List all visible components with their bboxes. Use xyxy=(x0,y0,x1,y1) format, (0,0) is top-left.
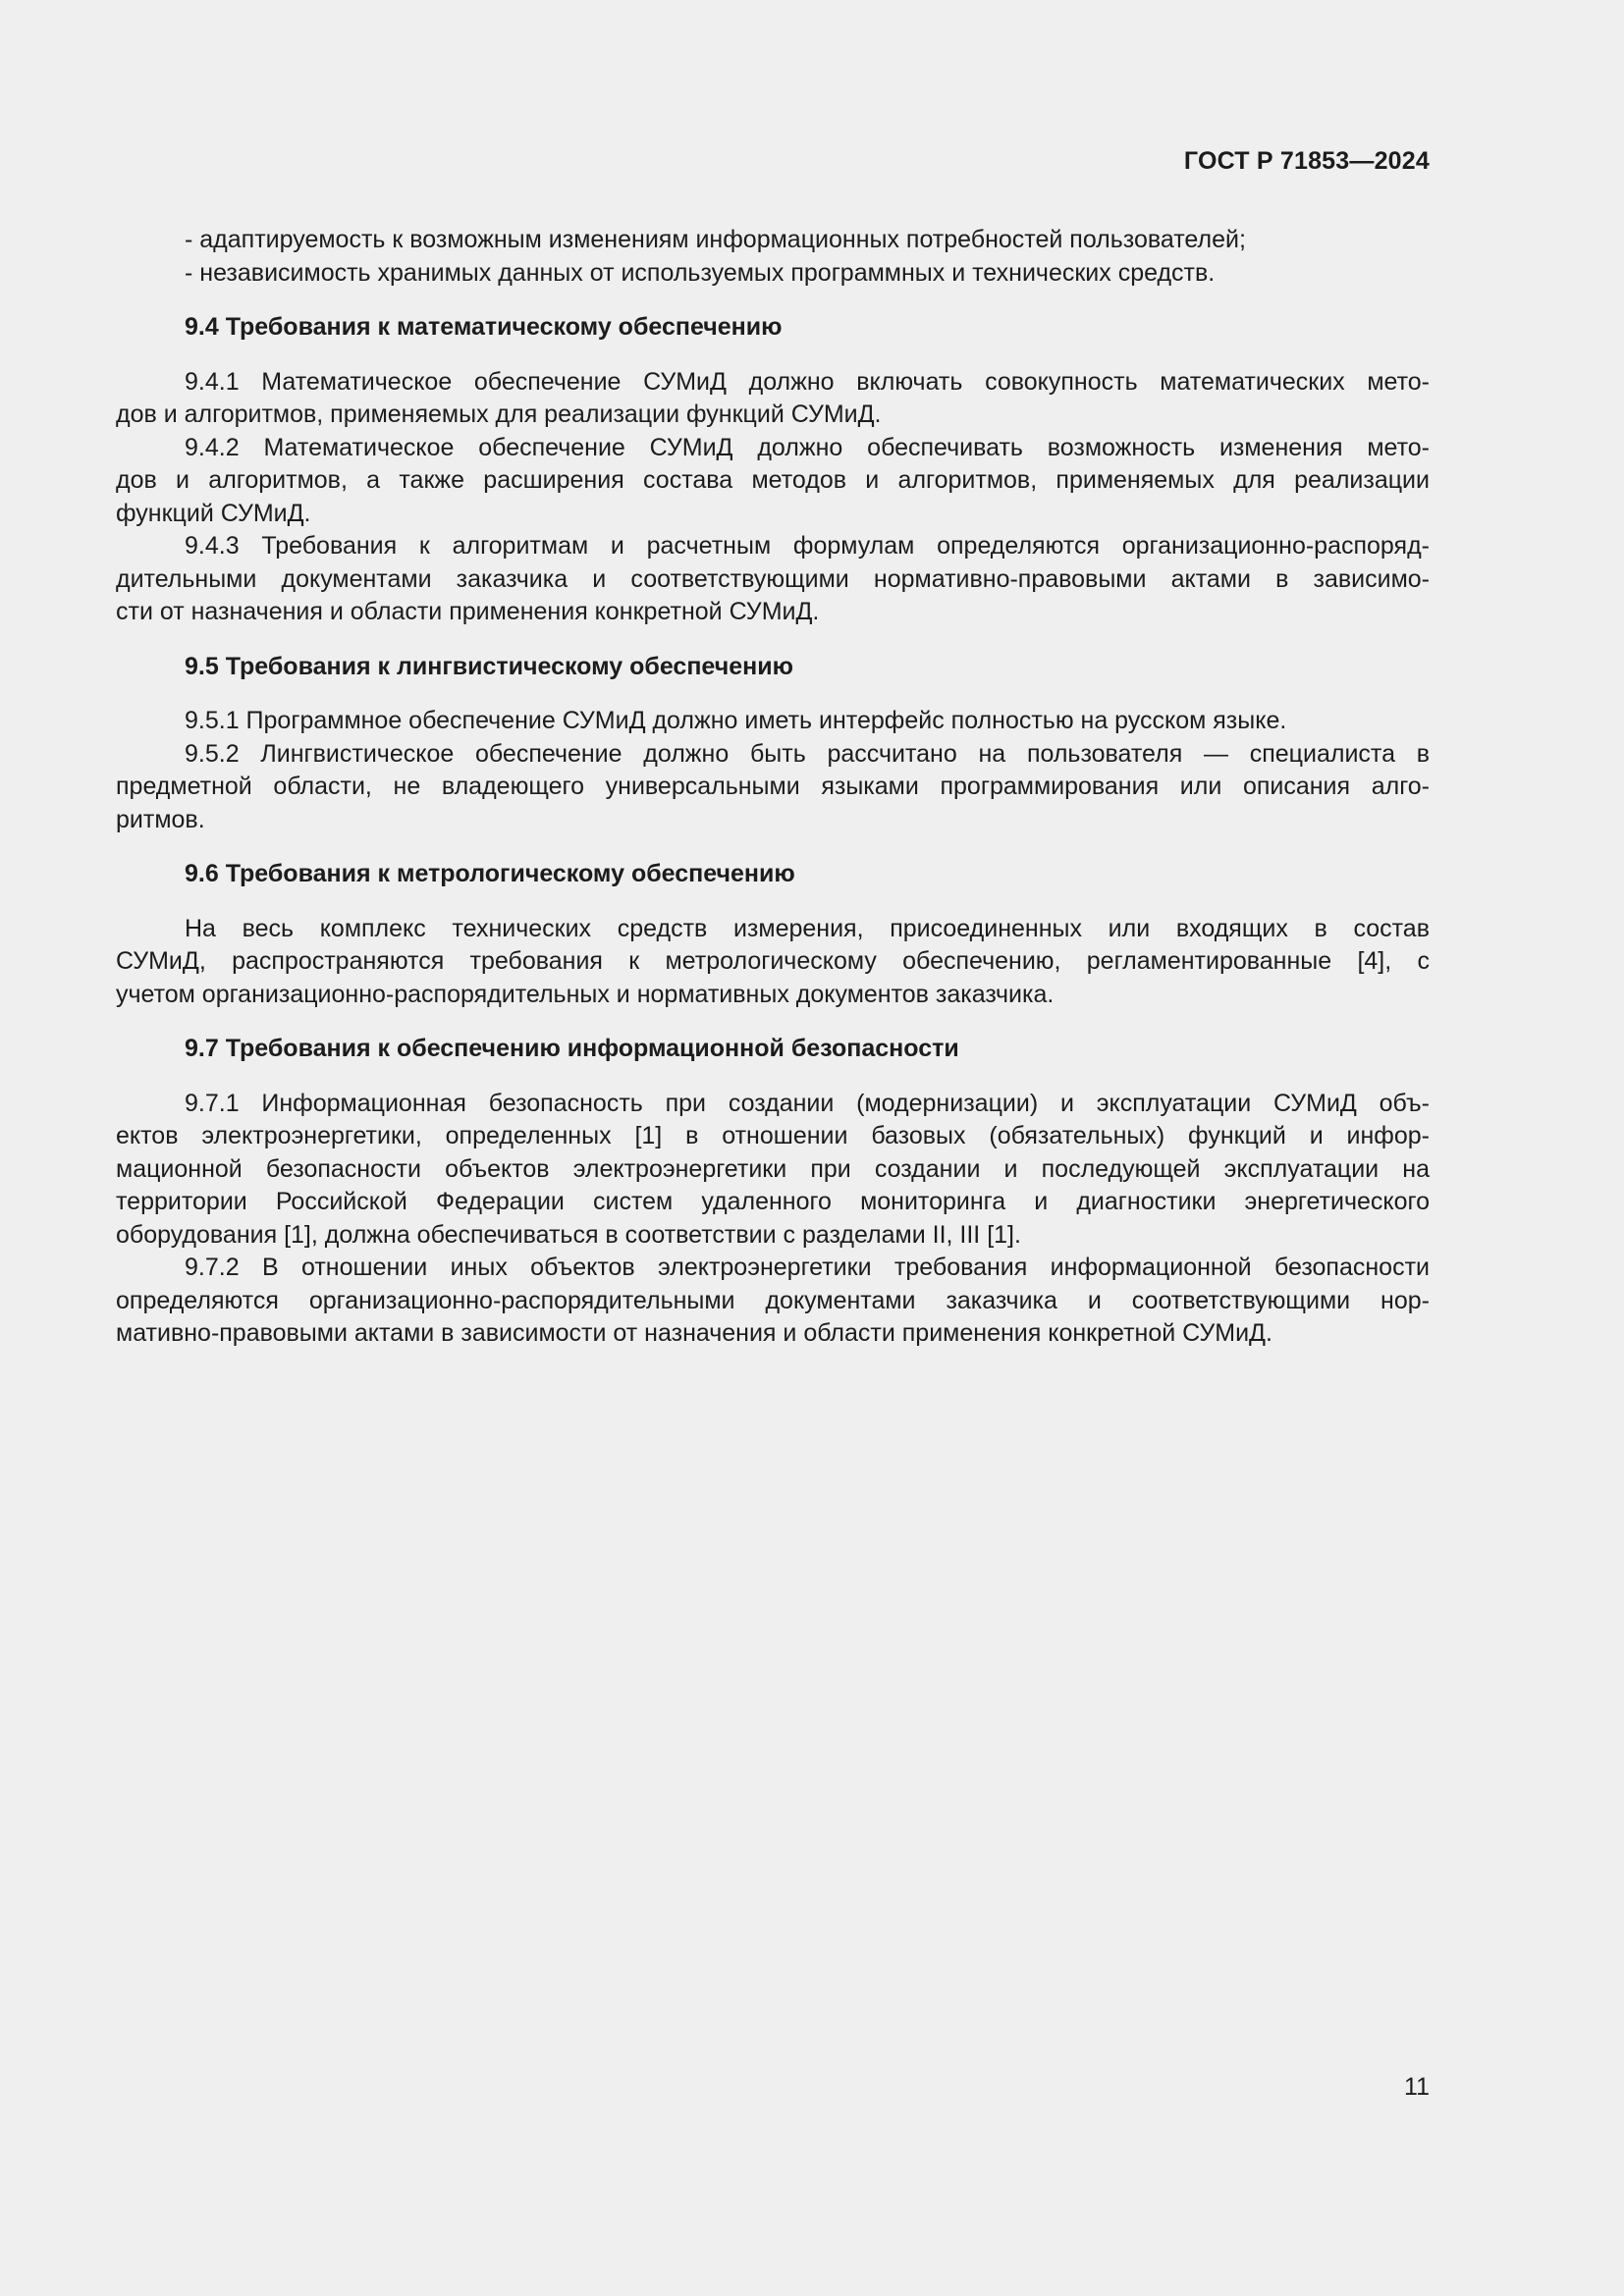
paragraph-line: 9.4.2 Математическое обеспечение СУМиД должно обеспечивать возможность изменения мето- xyxy=(185,433,1430,461)
paragraph-line: сти от назначения и области применения конкретной СУМиД. xyxy=(116,598,820,625)
paragraph-line: На весь комплекс технических средств измерения, присоединенных или входящих в состав xyxy=(185,914,1430,942)
paragraph-line: 9.5.2 Лингвистическое обеспечение должно быть рассчитано на пользователя — специалиста в xyxy=(185,739,1430,768)
paragraph-line: 9.4.1 Математическое обеспечение СУМиД должно включать совокупность математических мето- xyxy=(185,367,1430,396)
paragraph-line: дов и алгоритмов, а также расширения состава методов и алгоритмов, применяемых для реализации xyxy=(116,466,1430,494)
document-body xyxy=(116,224,1430,1351)
section-heading-9-6: 9.6 Требования к метрологическому обеспечению xyxy=(185,860,795,887)
paragraph-line: функций СУМиД. xyxy=(116,499,311,527)
paragraph-line: определяются организационно-распорядительными документами заказчика и соответствующими нор- xyxy=(116,1286,1430,1314)
section-heading-9-7: 9.7 Требования к обеспечению информационной безопасности xyxy=(185,1035,959,1062)
paragraph-line: ектов электроэнергетики, определенных [1] в отношении базовых (обязательных) функций и инфор- xyxy=(116,1122,1430,1149)
paragraph-9-7-2 xyxy=(116,1252,1430,1351)
paragraph-line: оборудования [1], должна обеспечиваться в соответствии с разделами II, III [1]. xyxy=(116,1220,1021,1249)
paragraph-9-6 xyxy=(116,913,1430,1012)
bullet-item: - независимость хранимых данных от используемых программных и технических средств. xyxy=(185,258,1216,287)
paragraph-line: дительными документами заказчика и соответствующими нормативно-правовыми актами в зависимо- xyxy=(116,564,1430,593)
paragraph-line: 9.4.3 Требования к алгоритмам и расчетным формулам определяются организационно-распоряд- xyxy=(185,532,1430,560)
paragraph-line: 9.7.1 Информационная безопасность при создании (модернизации) и эксплуатации СУМиД объ- xyxy=(185,1089,1430,1117)
paragraph-line: ритмов. xyxy=(116,805,205,833)
paragraph-line: мативно-правовыми актами в зависимости от назначения и области применения конкретной СУМиД. xyxy=(116,1319,1272,1347)
paragraph-9-7-1 xyxy=(116,1088,1430,1253)
paragraph-line: СУМиД, распространяются требования к метрологическому обеспечению, регламентированные [4], с xyxy=(116,947,1430,975)
paragraph-9-4-2 xyxy=(116,432,1430,531)
paragraph-line: мационной безопасности объектов электроэнергетики при создании и последующей эксплуатации на xyxy=(116,1154,1430,1183)
paragraph-line: предметной области, не владеющего универсальными языками программирования или описания алго- xyxy=(116,773,1430,800)
section-heading-9-4: 9.4 Требования к математическому обеспечению xyxy=(185,313,783,341)
paragraph-9-4-1 xyxy=(116,366,1430,432)
paragraph-line: 9.5.1 Программное обеспечение СУМиД должно иметь интерфейс полностью на русском языке. xyxy=(185,707,1287,734)
paragraph-line: учетом организационно-распорядительных и нормативных документов заказчика. xyxy=(116,980,1055,1008)
section-heading-9-5: 9.5 Требования к лингвистическому обеспечению xyxy=(185,652,793,680)
paragraph-line: территории Российской Федерации систем удаленного мониторинга и диагностики энергетического xyxy=(116,1188,1430,1215)
bullet-item: - адаптируемость к возможным изменениям информационных потребностей пользователей; xyxy=(185,226,1246,253)
paragraph-9-4-3 xyxy=(116,530,1430,629)
paragraph-line: дов и алгоритмов, применяемых для реализации функций СУМиД. xyxy=(116,400,882,428)
document-code: ГОСТ Р 71853—2024 xyxy=(1183,147,1430,175)
paragraph-9-5-1 xyxy=(116,705,1430,738)
paragraph-line: 9.7.2 В отношении иных объектов электроэнергетики требования информационной безопасности xyxy=(185,1254,1430,1281)
page-number: 11 xyxy=(1404,2073,1430,2101)
paragraph-9-5-2 xyxy=(116,738,1430,837)
